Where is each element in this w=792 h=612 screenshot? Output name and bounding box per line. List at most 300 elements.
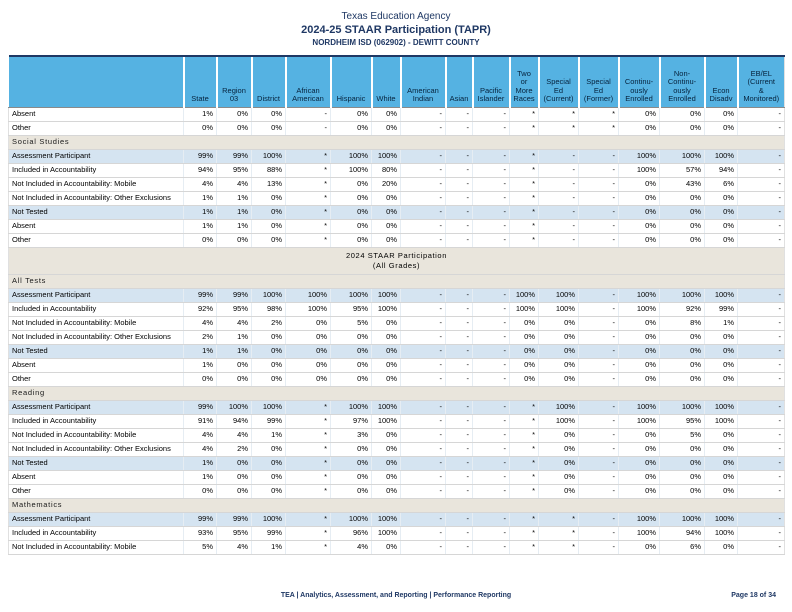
table-row [9,484,785,498]
value-cell: 0% [660,107,705,121]
value-cell: 100% [372,512,401,526]
value-cell: 1% [252,540,286,554]
value-cell: 0% [619,428,660,442]
value-cell: 0% [660,205,705,219]
value-cell: - [286,107,331,121]
value-cell: 0% [510,330,539,344]
page-footer [0,592,792,599]
value-cell: 100% [619,163,660,177]
value-cell: 0% [705,330,738,344]
value-cell: 1% [252,428,286,442]
value-cell: * [510,191,539,205]
value-cell: 0% [372,470,401,484]
value-cell: * [510,400,539,414]
value-cell: 100% [217,400,252,414]
value-cell: - [446,177,473,191]
subtable-title: 2024 STAAR Participation (All Grades) [9,247,785,274]
value-cell: 93% [184,526,217,540]
value-cell: 0% [619,233,660,247]
value-cell: - [446,288,473,302]
value-cell: 4% [184,177,217,191]
value-cell: - [446,428,473,442]
value-cell: - [401,540,446,554]
value-cell: - [579,540,619,554]
value-cell: * [539,107,579,121]
value-cell: 0% [331,177,372,191]
value-cell: - [579,400,619,414]
value-cell: - [401,428,446,442]
value-cell: * [286,163,331,177]
value-cell: 0% [539,330,579,344]
value-cell: - [446,400,473,414]
value-cell: 0% [331,107,372,121]
value-cell: 99% [184,149,217,163]
value-cell: - [738,233,785,247]
value-cell: - [446,456,473,470]
value-cell: 0% [539,372,579,386]
value-cell: 0% [619,442,660,456]
value-cell: - [401,205,446,219]
value-cell: 4% [331,540,372,554]
agency-title: Texas Education Agency [341,11,451,22]
value-cell: - [738,470,785,484]
value-cell: 100% [331,288,372,302]
value-cell: - [579,428,619,442]
table-row [9,107,785,121]
row-label: Included in Accountability [9,163,184,177]
value-cell: 100% [372,526,401,540]
table-row [9,442,785,456]
value-cell: 0% [331,205,372,219]
value-cell: 1% [217,191,252,205]
value-cell: 0% [252,372,286,386]
row-label: Included in Accountability [9,414,184,428]
value-cell: - [401,470,446,484]
value-cell: 100% [372,400,401,414]
value-cell: 0% [619,191,660,205]
value-cell: - [446,484,473,498]
value-cell: - [738,456,785,470]
value-cell: 0% [619,316,660,330]
value-cell: 0% [705,540,738,554]
value-cell: 100% [372,302,401,316]
value-cell: * [510,177,539,191]
value-cell: 0% [705,442,738,456]
value-cell: - [579,512,619,526]
value-cell: 2% [252,316,286,330]
value-cell: * [579,107,619,121]
value-cell: 100% [510,302,539,316]
value-cell: 0% [252,219,286,233]
value-cell: 95% [217,302,252,316]
value-cell: 4% [217,177,252,191]
value-cell: 0% [660,442,705,456]
row-label: Not Included in Accountability: Other Exclusions [9,330,184,344]
value-cell: * [510,219,539,233]
value-cell: - [473,177,510,191]
value-cell: 1% [184,470,217,484]
value-cell: - [473,344,510,358]
value-cell: 100% [510,288,539,302]
value-cell: - [401,302,446,316]
value-cell: 0% [217,456,252,470]
row-label: Included in Accountability [9,302,184,316]
value-cell: - [446,442,473,456]
value-cell: * [286,205,331,219]
value-cell: - [579,330,619,344]
value-cell: 0% [252,233,286,247]
value-cell: 0% [619,358,660,372]
value-cell: 0% [372,121,401,135]
value-cell: 100% [372,288,401,302]
value-cell: - [579,288,619,302]
column-header [9,56,184,107]
value-cell: - [473,358,510,372]
value-cell: 0% [510,344,539,358]
report-title-block [0,0,792,48]
section-label: Mathematics [9,498,785,512]
table-row [9,219,785,233]
value-cell: 100% [705,400,738,414]
value-cell: 0% [539,456,579,470]
value-cell: 99% [705,302,738,316]
value-cell: - [446,219,473,233]
section-label: All Tests [9,274,785,288]
value-cell: 0% [510,316,539,330]
column-header: Special Ed (Current) [539,56,579,107]
value-cell: 0% [331,233,372,247]
value-cell: 0% [660,219,705,233]
row-label: Other [9,233,184,247]
value-cell: - [579,163,619,177]
value-cell: - [738,107,785,121]
table-row [9,400,785,414]
value-cell: * [286,456,331,470]
value-cell: 43% [660,177,705,191]
value-cell: - [473,400,510,414]
value-cell: 0% [331,330,372,344]
value-cell: - [539,219,579,233]
value-cell: 0% [619,344,660,358]
value-cell: * [510,205,539,219]
table-row [9,372,785,386]
table-row [9,205,785,219]
row-label: Assessment Participant [9,149,184,163]
value-cell: 0% [619,121,660,135]
value-cell: - [401,121,446,135]
value-cell: - [446,512,473,526]
table-row [9,316,785,330]
value-cell: - [738,288,785,302]
value-cell: * [286,428,331,442]
value-cell: 100% [619,288,660,302]
section-label: Reading [9,386,785,400]
value-cell: 0% [286,344,331,358]
row-label: Absent [9,107,184,121]
value-cell: 0% [331,470,372,484]
value-cell: * [510,512,539,526]
value-cell: 0% [372,233,401,247]
value-cell: 0% [705,456,738,470]
value-cell: 0% [331,456,372,470]
value-cell: 100% [705,414,738,428]
value-cell: 96% [331,526,372,540]
value-cell: - [401,316,446,330]
table-row [9,456,785,470]
value-cell: 0% [217,470,252,484]
value-cell: - [738,316,785,330]
value-cell: 0% [619,484,660,498]
value-cell: 0% [539,442,579,456]
value-cell: 80% [372,163,401,177]
value-cell: 0% [660,372,705,386]
value-cell: 0% [539,470,579,484]
value-cell: - [473,288,510,302]
value-cell: 20% [372,177,401,191]
value-cell: 0% [705,470,738,484]
value-cell: 100% [252,288,286,302]
value-cell: 0% [252,470,286,484]
value-cell: 0% [619,330,660,344]
value-cell: * [510,484,539,498]
value-cell: 0% [619,107,660,121]
value-cell: 0% [286,358,331,372]
row-label: Other [9,484,184,498]
value-cell: - [473,163,510,177]
column-header: Special Ed (Former) [579,56,619,107]
value-cell: 0% [619,205,660,219]
value-cell: - [446,163,473,177]
table-row [9,163,785,177]
value-cell: - [473,442,510,456]
value-cell: - [738,177,785,191]
value-cell: 94% [217,414,252,428]
value-cell: - [446,372,473,386]
value-cell: 94% [660,526,705,540]
value-cell: - [401,163,446,177]
value-cell: - [401,177,446,191]
value-cell: - [579,470,619,484]
page-title: 2024-25 STAAR Participation (TAPR) [301,24,491,36]
value-cell: * [286,414,331,428]
value-cell: 0% [510,372,539,386]
value-cell: - [401,344,446,358]
value-cell: * [286,484,331,498]
value-cell: 5% [184,540,217,554]
value-cell: 6% [705,177,738,191]
value-cell: - [446,330,473,344]
value-cell: 0% [331,372,372,386]
row-label: Not Included in Accountability: Mobile [9,177,184,191]
row-label: Not Included in Accountability: Mobile [9,428,184,442]
value-cell: - [401,414,446,428]
value-cell: - [738,121,785,135]
value-cell: - [401,372,446,386]
value-cell: 0% [372,205,401,219]
value-cell: - [738,302,785,316]
value-cell: 0% [252,191,286,205]
value-cell: 0% [372,428,401,442]
value-cell: 0% [217,107,252,121]
value-cell: 1% [217,219,252,233]
value-cell: 0% [252,344,286,358]
value-cell: 100% [539,400,579,414]
value-cell: 100% [705,526,738,540]
value-cell: - [401,191,446,205]
value-cell: 6% [660,540,705,554]
value-cell: 88% [252,163,286,177]
value-cell: - [539,163,579,177]
value-cell: - [401,330,446,344]
value-cell: - [579,191,619,205]
table-row [9,191,785,205]
row-label: Not Tested [9,344,184,358]
value-cell: * [286,400,331,414]
value-cell: 0% [705,107,738,121]
value-cell: * [286,233,331,247]
value-cell: 99% [184,288,217,302]
value-cell: - [446,121,473,135]
value-cell: 100% [660,512,705,526]
value-cell: * [539,526,579,540]
value-cell: * [286,442,331,456]
value-cell: 1% [705,316,738,330]
value-cell: - [446,316,473,330]
value-cell: 0% [372,219,401,233]
value-cell: * [510,456,539,470]
value-cell: 100% [619,512,660,526]
value-cell: - [446,191,473,205]
value-cell: 5% [660,428,705,442]
value-cell: 100% [331,400,372,414]
value-cell: - [473,149,510,163]
value-cell: 0% [372,107,401,121]
value-cell: - [738,149,785,163]
value-cell: 4% [184,316,217,330]
value-cell: - [579,442,619,456]
row-label: Other [9,372,184,386]
value-cell: * [510,149,539,163]
value-cell: 0% [705,219,738,233]
value-cell: 0% [372,358,401,372]
row-label: Absent [9,470,184,484]
value-cell: 1% [184,219,217,233]
value-cell: 100% [331,163,372,177]
table-row [9,526,785,540]
value-cell: 0% [539,344,579,358]
footer-page-number: Page 18 of 34 [731,592,776,599]
table-row [9,540,785,554]
value-cell: 95% [331,302,372,316]
value-cell: - [401,400,446,414]
value-cell: - [401,358,446,372]
value-cell: 0% [705,205,738,219]
column-header: District [252,56,286,107]
value-cell: 0% [372,442,401,456]
value-cell: 100% [331,149,372,163]
value-cell: - [473,512,510,526]
value-cell: - [473,219,510,233]
value-cell: 0% [252,442,286,456]
column-header: Two or More Races [510,56,539,107]
table-row [9,177,785,191]
value-cell: * [510,470,539,484]
value-cell: 0% [660,470,705,484]
district-subtitle: NORDHEIM ISD (062902) - DEWITT COUNTY [312,38,480,47]
value-cell: - [473,121,510,135]
value-cell: 0% [331,344,372,358]
table-row [9,233,785,247]
value-cell: 100% [660,288,705,302]
value-cell: 100% [705,149,738,163]
value-cell: * [510,442,539,456]
value-cell: - [738,540,785,554]
table-row [9,302,785,316]
value-cell: 0% [331,484,372,498]
table-row [9,414,785,428]
value-cell: - [738,414,785,428]
value-cell: 0% [217,484,252,498]
value-cell: 99% [217,149,252,163]
value-cell: 57% [660,163,705,177]
value-cell: 100% [252,512,286,526]
value-cell: 0% [252,107,286,121]
value-cell: 0% [705,428,738,442]
value-cell: 0% [660,233,705,247]
value-cell: 92% [660,302,705,316]
section-header-row [9,386,785,400]
value-cell: 0% [660,484,705,498]
value-cell: - [738,330,785,344]
column-header: State [184,56,217,107]
value-cell: - [539,191,579,205]
value-cell: 99% [184,400,217,414]
value-cell: - [286,121,331,135]
value-cell: 0% [705,191,738,205]
value-cell: 0% [331,219,372,233]
value-cell: 0% [660,330,705,344]
value-cell: 0% [286,316,331,330]
value-cell: 0% [252,330,286,344]
value-cell: * [510,107,539,121]
value-cell: 1% [184,456,217,470]
value-cell: - [579,344,619,358]
value-cell: 1% [184,191,217,205]
value-cell: 0% [372,191,401,205]
value-cell: 0% [217,358,252,372]
table-row [9,344,785,358]
value-cell: 1% [217,344,252,358]
value-cell: - [446,233,473,247]
value-cell: * [286,177,331,191]
value-cell: - [579,526,619,540]
value-cell: - [539,177,579,191]
value-cell: 99% [252,526,286,540]
value-cell: - [446,344,473,358]
row-label: Assessment Participant [9,288,184,302]
value-cell: 95% [217,163,252,177]
value-cell: - [738,163,785,177]
value-cell: - [401,219,446,233]
value-cell: - [473,191,510,205]
value-cell: - [473,414,510,428]
value-cell: - [579,484,619,498]
value-cell: 1% [184,358,217,372]
table-row [9,149,785,163]
value-cell: 0% [660,121,705,135]
value-cell: - [401,149,446,163]
value-cell: - [579,358,619,372]
